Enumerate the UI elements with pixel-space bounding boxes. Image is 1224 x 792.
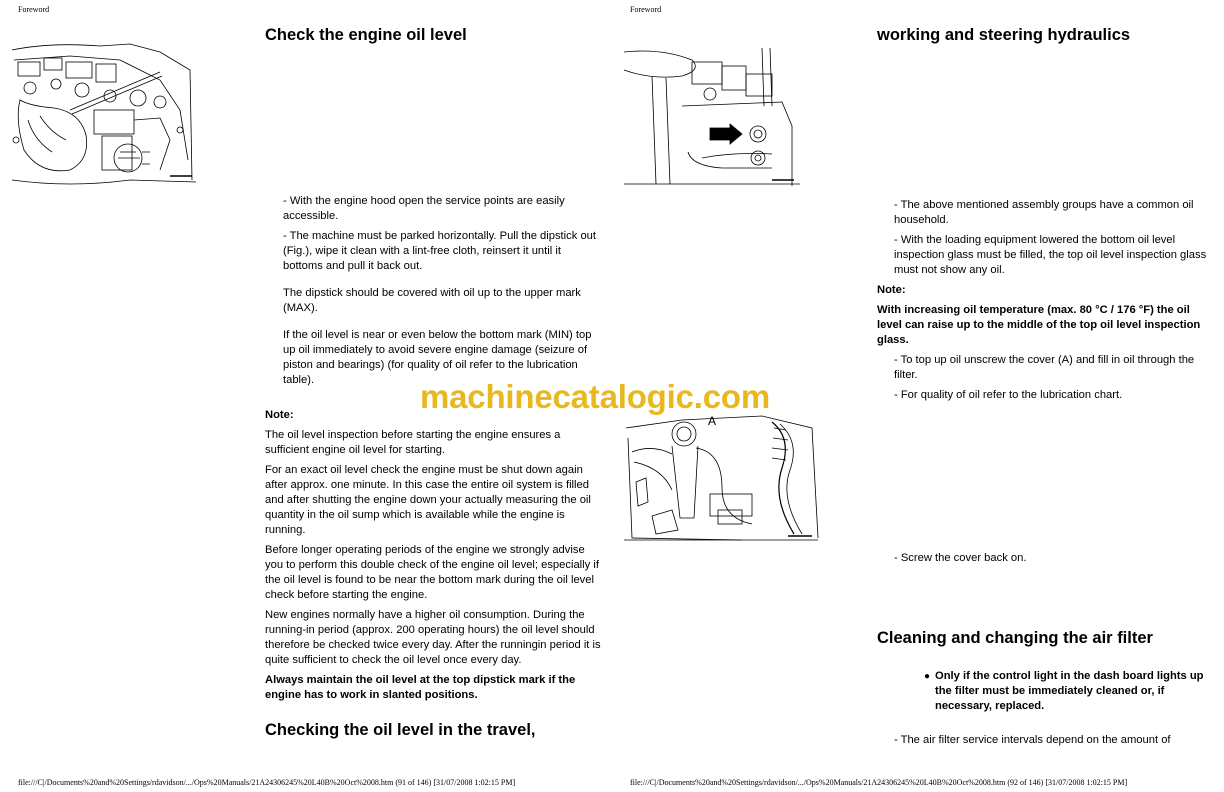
paragraph-dipstick: - The machine must be parked horizontally. Pull the dipstick out (Fig.), wipe it clean with a lint-free cloth, reinsert it until it bottoms and pull it back out. bbox=[283, 230, 596, 272]
step-unscrew-cover: - To top up oil unscrew the cover (A) and fill in oil through the filter. bbox=[894, 354, 1195, 381]
inspection-glass-figure bbox=[622, 46, 802, 188]
bold-warning: Always maintain the oil level at the top dipstick mark if the engine has to work in slanted positions. bbox=[265, 674, 576, 701]
top-up-steps bbox=[894, 353, 1214, 403]
paragraph-inspection-glass: - With the loading equipment lowered the bottom oil level inspection glass must be filled, the top oil level inspection glass must not show any oil. bbox=[894, 234, 1207, 276]
note-section bbox=[265, 408, 605, 703]
engine-dipstick-icon bbox=[10, 40, 196, 185]
intro-text bbox=[283, 194, 603, 388]
bullet-text: Only if the control light in the dash board lights up the filter must be immediately cleaned or, if necessary, replaced. bbox=[935, 670, 1204, 712]
page-footer: file:///C|/Documents%20and%20Settings/rdavidson/.../Ops%20Manuals/21A24306245%20L40B%20Oct%2008.htm (91 of 146) [31/07/2008 1:02:15 PM] bbox=[18, 778, 516, 787]
watermark: machinecatalogic.com bbox=[420, 378, 770, 415]
tank-cover-icon bbox=[622, 398, 822, 546]
note-section bbox=[877, 283, 1217, 348]
screw-back-text: - Screw the cover back on. bbox=[894, 552, 1027, 564]
note-paragraph: The oil level inspection before starting the engine ensures a sufficient engine oil level for starting. bbox=[265, 429, 561, 456]
note-paragraph: For an exact oil level check the engine must be shut down again after approx. one minute. In this case the entire oil system is filled and after shutting the engine down your actually measuring the oil quantity in the oil sump which is available while the engine is running. bbox=[265, 464, 591, 536]
paragraph-max-mark: The dipstick should be covered with oil up to the upper mark (MAX). bbox=[283, 287, 581, 314]
note-label: Note: bbox=[265, 409, 294, 421]
step-oil-quality: - For quality of oil refer to the lubrication chart. bbox=[894, 389, 1123, 401]
paragraph-oil-household: - The above mentioned assembly groups have a common oil household. bbox=[894, 199, 1194, 226]
tank-cover-figure bbox=[622, 398, 822, 546]
note-paragraph: New engines normally have a higher oil consumption. During the running-in period (approx. 200 operating hours) the oil level should therefore be checked twice every day. After the runningin period it is quite sufficient to check the oil level once every day. bbox=[265, 609, 601, 666]
page-title: working and steering hydraulics bbox=[877, 26, 1131, 44]
bullet-item bbox=[924, 669, 1210, 714]
note-bold-text: With increasing oil temperature (max. 80 °C / 176 °F) the oil level can raise up to the middle of the top oil level inspection glass. bbox=[877, 304, 1201, 346]
section-heading: Checking the oil level in the travel, bbox=[265, 721, 536, 739]
inspection-glass-icon bbox=[622, 46, 802, 188]
engine-dipstick-figure bbox=[10, 40, 196, 185]
page-title: Check the engine oil level bbox=[265, 26, 467, 44]
note-paragraph: Before longer operating periods of the engine we strongly advise you to perform this double check of the engine oil level; especially if the oil level is found to be near the bottom mark during the oil level check before starting the engine. bbox=[265, 544, 599, 601]
paragraph-hood: - With the engine hood open the service points are easily accessible. bbox=[283, 195, 565, 222]
air-filter-text: - The air filter service intervals depend on the amount of bbox=[894, 734, 1171, 746]
page-header: Foreword bbox=[18, 5, 50, 14]
section-heading: Cleaning and changing the air filter bbox=[877, 629, 1153, 647]
note-label: Note: bbox=[877, 284, 906, 296]
air-filter-bullet bbox=[924, 669, 1210, 714]
bullet-icon: ● bbox=[924, 671, 931, 682]
paragraph-min-mark: If the oil level is near or even below the bottom mark (MIN) top up oil immediately to avoid severe engine damage (seizure of piston and bearings) (for quality of oil refer to the lubrication table). bbox=[283, 329, 592, 386]
intro-text bbox=[894, 198, 1214, 278]
figure-label-a: A bbox=[708, 414, 717, 428]
page-header: Foreword bbox=[630, 5, 662, 14]
page-footer: file:///C|/Documents%20and%20Settings/rdavidson/.../Ops%20Manuals/21A24306245%20L40B%20Oct%2008.htm (92 of 146) [31/07/2008 1:02:15 PM] bbox=[630, 778, 1128, 787]
